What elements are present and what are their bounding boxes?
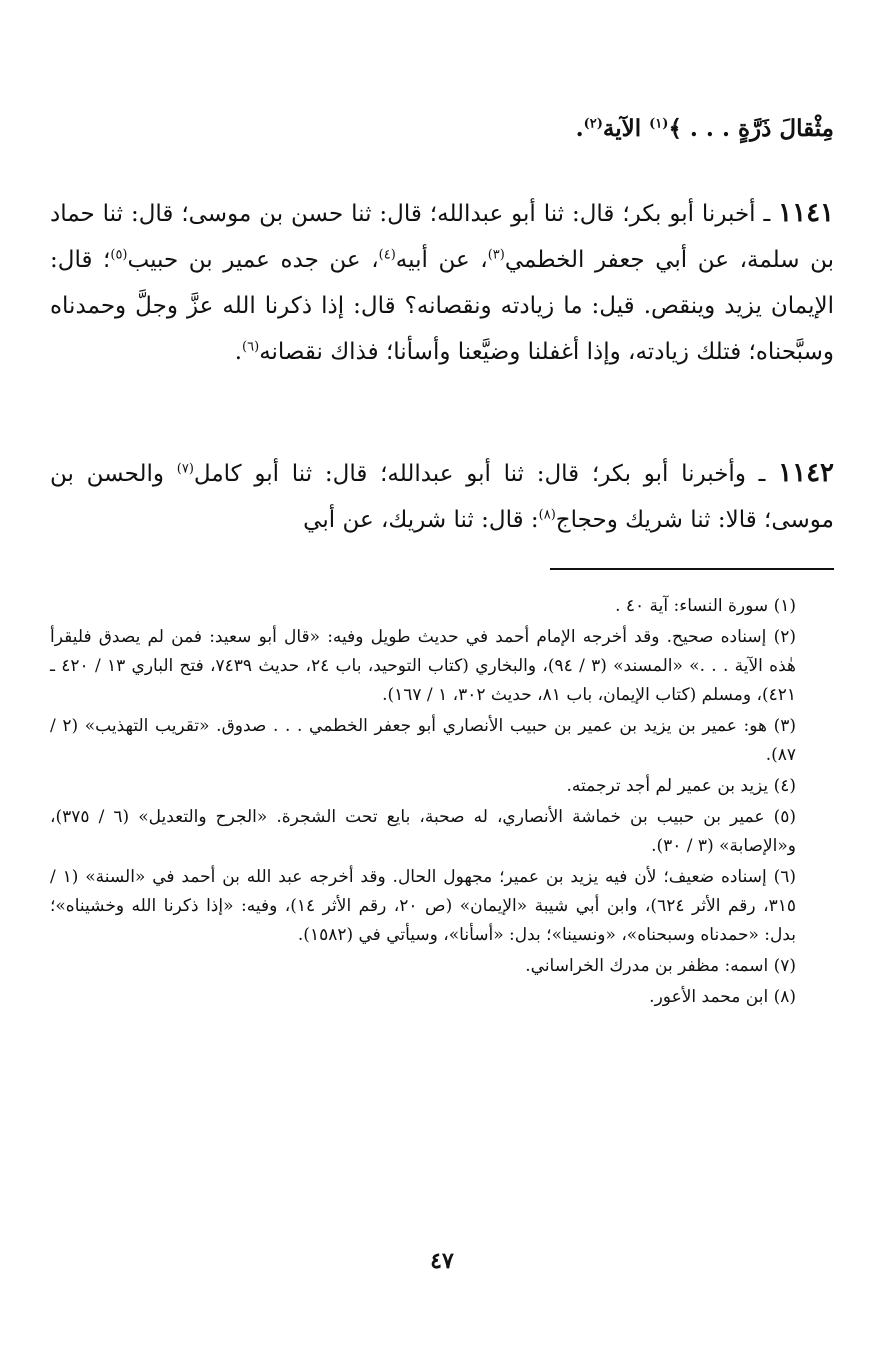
footnote-item — [50, 863, 834, 950]
footnote-item — [50, 952, 834, 981]
footnote-ref-3[interactable]: (٣) — [487, 247, 505, 263]
verse-text: مِثْقالَ ذَرَّةٍ . . . ﴾ — [668, 115, 834, 142]
footnote-item — [50, 712, 834, 770]
footnote-text: يزيد بن عمير لم أجد ترجمته. — [566, 776, 774, 796]
footnote-number: (٦) — [773, 867, 796, 887]
footnote-number: (٤) — [773, 776, 796, 796]
hadith-text: : قال: ثنا شريك، عن أبي — [303, 507, 539, 533]
footnote-number: (٣) — [773, 716, 796, 736]
verse-suffix: الآية — [602, 115, 650, 142]
hadith-text: ـ أخبرنا أبو بكر؛ قال: ثنا أبو عبدالله؛ قال: ثنا حسن بن موسى؛ قال: ثنا حماد بن سلمة، عن أبي جعفر الخطمي — [50, 201, 834, 273]
footnote-text: ابن محمد الأعور. — [649, 987, 774, 1007]
footnote-text: إسناده صحيح. وقد أخرجه الإمام أحمد في حديث طويل وفيه: «قال أبو سعيد: فمن لم يصدق فليقرأ هٰذه الآية . . .» «المسند» (٣ / ٩٤)، والبخاري (كتاب التوحيد، باب ٢٤، حديث ٧٤٣٩، فتح الباري ١٣ / ٤٢٠ ـ ٤٢١)، ومسلم (كتاب الإيمان، باب ٨١، حديث ٣٠٢، ١ / ١٦٧). — [50, 627, 796, 705]
footnote-text: سورة النساء: آية ٤٠ . — [615, 596, 774, 616]
footnote-item — [50, 983, 834, 1012]
footnote-text: هو: عمير بن يزيد بن عمير بن حبيب الأنصاري أبو جعفر الخطمي . . . صدوق. «تقريب التهذيب» (٢ / ٨٧). — [50, 716, 796, 765]
footnote-item — [50, 623, 834, 710]
page-number: ٤٧ — [430, 1248, 454, 1274]
footnote-ref-4[interactable]: (٤) — [378, 247, 396, 263]
footnote-ref-1[interactable]: (١) — [649, 116, 669, 132]
footnote-item — [50, 592, 834, 621]
footnote-text: اسمه: مظفر بن مدرك الخراساني. — [525, 956, 774, 976]
hadith-text: ، عن جده عمير بن حبيب — [127, 247, 379, 273]
footnotes — [50, 592, 834, 1014]
hadith-number: ١١٤١ — [778, 198, 834, 228]
verse-end: . — [575, 115, 584, 142]
footnote-ref-6[interactable]: (٦) — [242, 339, 260, 355]
hadith-1141 — [50, 190, 834, 375]
hadith-text: ، عن أبيه — [395, 247, 488, 273]
hadith-1142 — [50, 450, 834, 543]
footnote-item — [50, 772, 834, 801]
footnote-divider — [550, 568, 834, 570]
footnote-number: (١) — [773, 596, 796, 616]
hadith-text: والحسن بن موسى؛ قالا: ثنا شريك وحجاج — [50, 461, 834, 533]
footnote-ref-5[interactable]: (٥) — [110, 247, 128, 263]
footnote-text: إسناده ضعيف؛ لأن فيه يزيد بن عمير؛ مجهول الحال. وقد أخرجه عبد الله بن أحمد في «السنة» (١ / ٣١٥، رقم الأثر ٦٢٤)، وابن أبي شيبة «الإيمان» (ص ٢٠، رقم الأثر ١٤)، وفيه: «إذا ذكرنا الله وخشيناه»؛ بدل: «حمدناه وسبحناه»، «ونسينا»؛ بدل: «أسأنا»، وسيأتي في (١٥٨٢). — [50, 867, 796, 945]
footnote-number: (٢) — [773, 627, 796, 647]
hadith-number: ١١٤٢ — [778, 458, 834, 488]
footnote-number: (٥) — [773, 807, 796, 827]
footnote-item — [50, 803, 834, 861]
verse-continuation-line — [50, 106, 834, 152]
footnote-ref-2[interactable]: (٢) — [583, 116, 603, 132]
hadith-text: . — [234, 339, 243, 365]
footnote-text: عمير بن حبيب بن خماشة الأنصاري، له صحبة، بايع تحت الشجرة. «الجرح والتعديل» (٦ / ٣٧٥)، و«الإصابة» (٣ / ٣٠). — [50, 807, 796, 856]
footnote-ref-7[interactable]: (٧) — [176, 461, 194, 477]
footnote-number: (٧) — [773, 956, 796, 976]
footnote-number: (٨) — [773, 987, 796, 1007]
footnote-ref-8[interactable]: (٨) — [538, 507, 556, 523]
hadith-text: ؛ قال: الإيمان يزيد وينقص. قيل: ما زيادته ونقصانه؟ قال: إذا ذكرنا الله عزَّ وجلَّ وحمدناه وسبَّحناه؛ فتلك زيادته، وإذا أغفلنا وضيَّعنا وأسأنا؛ فذاك نقصانه — [50, 247, 834, 365]
hadith-text: ـ وأخبرنا أبو بكر؛ قال: ثنا أبو عبدالله؛ قال: ثنا أبو كامل — [193, 461, 779, 487]
